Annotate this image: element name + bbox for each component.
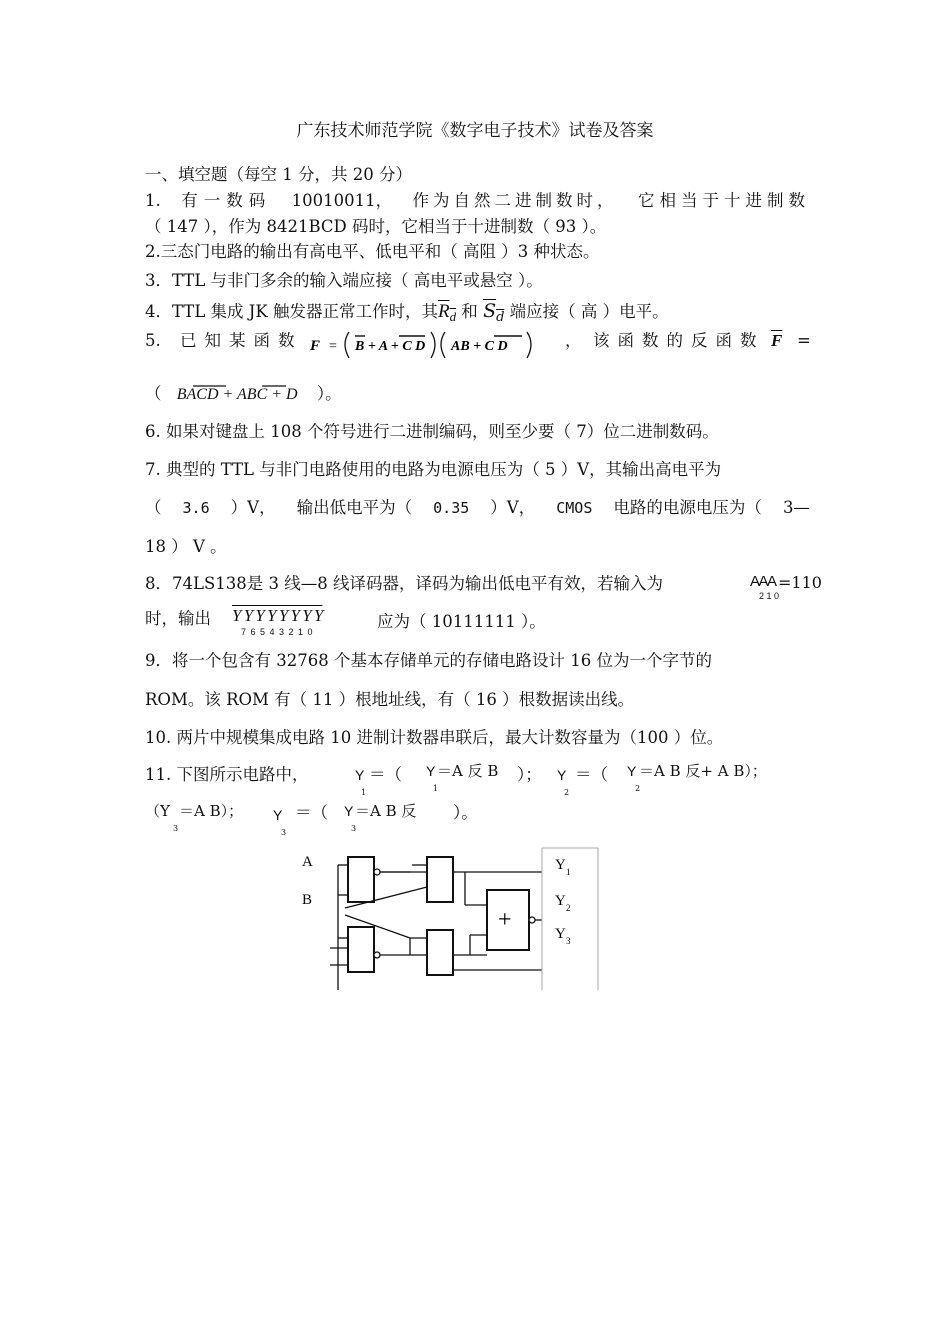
- paren-open: [441, 332, 445, 358]
- y1-label: Y: [355, 767, 365, 783]
- equals-sign: =: [329, 339, 337, 354]
- question-1-line-2: （ 147 ），作为 8421BCD 码时，它相当于十进制数（ 93 ）。: [145, 217, 607, 236]
- svg-text:1: 1: [566, 867, 571, 877]
- question-7-line-3: 18 ） V 。: [145, 537, 227, 556]
- subscript: 1: [433, 784, 439, 793]
- subscript: 1: [361, 788, 367, 797]
- f-bar-symbol: $\overline{F}$: [771, 331, 783, 350]
- subscript: 2: [635, 784, 641, 793]
- term-2: AB + C D: [451, 339, 508, 354]
- subscript: 3: [351, 824, 357, 833]
- gate-4: [427, 930, 453, 975]
- section-heading: 一、填空题（每空 1 分，共 20 分）: [145, 165, 412, 184]
- q11-text: ＝（: [295, 803, 328, 822]
- question-11-line-2: [145, 800, 810, 837]
- function-expression: [305, 324, 565, 364]
- subscript: 3: [173, 824, 179, 833]
- question-number: 1.: [145, 191, 161, 210]
- term-1: B + A + C D: [355, 339, 426, 354]
- question-10: 10. 两片中规模集成电路 10 进制计数器串联后，最大计数容量为（100 ）位。: [145, 728, 724, 747]
- paren-close: [431, 332, 435, 358]
- q1-code: 10010011，: [291, 191, 393, 210]
- q4-text: 4．TTL 集成 JK 触发器正常工作时，其: [145, 302, 438, 321]
- question-2: 2.三态门电路的输出有高电平、低电平和（ 高阻 ）3 种状态。: [145, 242, 600, 261]
- output-symbols: Y Y Y Y Y Y Y Y: [232, 606, 323, 625]
- q11-text: ＝（: [369, 765, 402, 784]
- question-7-line-1: 7. 典型的 TTL 与非门电路使用的电路为电源电压为（ 5 ）V，其输出高电平为: [145, 460, 722, 479]
- subscript: 2: [564, 788, 570, 797]
- question-7-line-2: [145, 497, 810, 519]
- q1-text: 作为自然二进制数时，: [412, 191, 618, 210]
- input-subscripts: 2 1 0: [759, 591, 780, 601]
- answer-bracket: ）。: [316, 384, 342, 403]
- answer-y2: Y: [627, 763, 637, 779]
- question-8-line-1: [145, 573, 810, 595]
- q11-text: ）；: [517, 765, 542, 784]
- q5-text: 已知某函数: [180, 331, 303, 350]
- answer-inverse-function: BACD + ABC + D: [176, 386, 298, 403]
- question-9-line-1: 9．将一个包含有 32768 个基本存储单元的存储电路设计 16 位为一个字节的: [145, 651, 712, 670]
- q8-answer: 应为（ 10111111 ）。: [377, 612, 546, 631]
- q7-text: ）V，: [490, 498, 536, 517]
- q1-text: 有一数码: [181, 191, 272, 210]
- q5-text: 该函数的反函数: [593, 331, 765, 350]
- f-symbol: F: [310, 338, 321, 354]
- inverter-bubble: [529, 917, 535, 923]
- svg-text:2: 2: [566, 903, 571, 913]
- input-label: A A A: [750, 573, 776, 590]
- output-y3-label: Y: [555, 926, 566, 942]
- question-number: 5.: [145, 331, 161, 350]
- y3-label: Y: [273, 807, 283, 823]
- q7-value: 0.35: [433, 499, 470, 517]
- inverter-bubble: [374, 952, 380, 958]
- q7-value: 3.6: [182, 499, 210, 517]
- q11-text: ＝（: [575, 765, 608, 784]
- q8-text: 时，输出: [145, 609, 211, 628]
- input-a-label: A: [302, 854, 313, 870]
- q11-text: 11. 下图所示电路中，: [145, 765, 309, 784]
- q5-text: ，: [565, 331, 582, 350]
- output-y1-label: Y: [555, 857, 566, 873]
- q7-text: 电路的电源电压为（: [613, 498, 762, 517]
- paren-open: [345, 332, 349, 358]
- input-value: =110: [778, 573, 822, 592]
- answer-y3-alt: ＝A B）；: [179, 802, 244, 820]
- gate-3: [427, 857, 453, 902]
- answer-y1: Y: [426, 763, 436, 779]
- question-11-line-1: [145, 762, 810, 797]
- output-y2-label: Y: [555, 893, 566, 909]
- page-title: 广东技术师范学院《数字电子技术》试卷及答案: [296, 121, 654, 141]
- input-b-label: B: [302, 892, 313, 908]
- output-subscripts: 7 6 5 4 3 2 1 0: [241, 627, 314, 637]
- q7-text: ）V，: [230, 498, 276, 517]
- svg-text:3: 3: [566, 936, 571, 946]
- q1-text: 它相当于十进制数: [637, 191, 810, 210]
- answer-y3-alt: （Y: [145, 802, 170, 820]
- answer-y1: ＝A 反 B: [437, 762, 499, 780]
- gate-1: [348, 857, 374, 902]
- q7-value: CMOS: [556, 499, 593, 517]
- question-5-line-1: [145, 330, 810, 370]
- xnor-symbol: +: [498, 907, 512, 933]
- q4-text: 和: [456, 302, 478, 321]
- question-6: 6. 如果对键盘上 108 个符号进行二进制编码，则至少要（ 7）位二进制数码。: [145, 422, 719, 441]
- q11-text: ）。: [453, 803, 478, 822]
- rd-bar: $R_d$: [437, 301, 457, 324]
- question-1-line-1: [145, 190, 810, 212]
- answer-bracket: （: [145, 384, 162, 403]
- gate-2: [348, 927, 374, 972]
- y2-label: Y: [557, 767, 567, 783]
- inverter-bubble: [374, 869, 380, 875]
- q4-text: 端应接（ 高 ）电平。: [504, 302, 669, 321]
- subscript: 3: [281, 828, 287, 837]
- equals-sign: =: [797, 331, 811, 350]
- answer-y2: ＝A B 反+ A B）；: [639, 762, 767, 780]
- paren-close: [527, 332, 531, 358]
- question-3: 3．TTL 与非门多余的输入端应接（ 高电平或悬空 ）。: [145, 271, 543, 290]
- answer-y3: ＝A B 反: [355, 802, 417, 820]
- q7-text: （: [145, 498, 162, 517]
- answer-y3: Y: [344, 803, 354, 819]
- question-9-line-2: ROM。该 ROM 有（ 11 ）根地址线，有（ 16 ）根数据读出线。: [145, 690, 635, 709]
- q7-value: 3—: [782, 498, 810, 517]
- answer-overbars: [0, 382, 950, 392]
- q7-text: 输出低电平为（: [296, 498, 413, 517]
- sd-bar: $S_d$: [483, 300, 505, 325]
- logic-circuit-diagram: [290, 845, 610, 990]
- q8-text: 8．74LS138是 3 线—8 线译码器，译码为输出低电平有效，若输入为: [145, 574, 663, 593]
